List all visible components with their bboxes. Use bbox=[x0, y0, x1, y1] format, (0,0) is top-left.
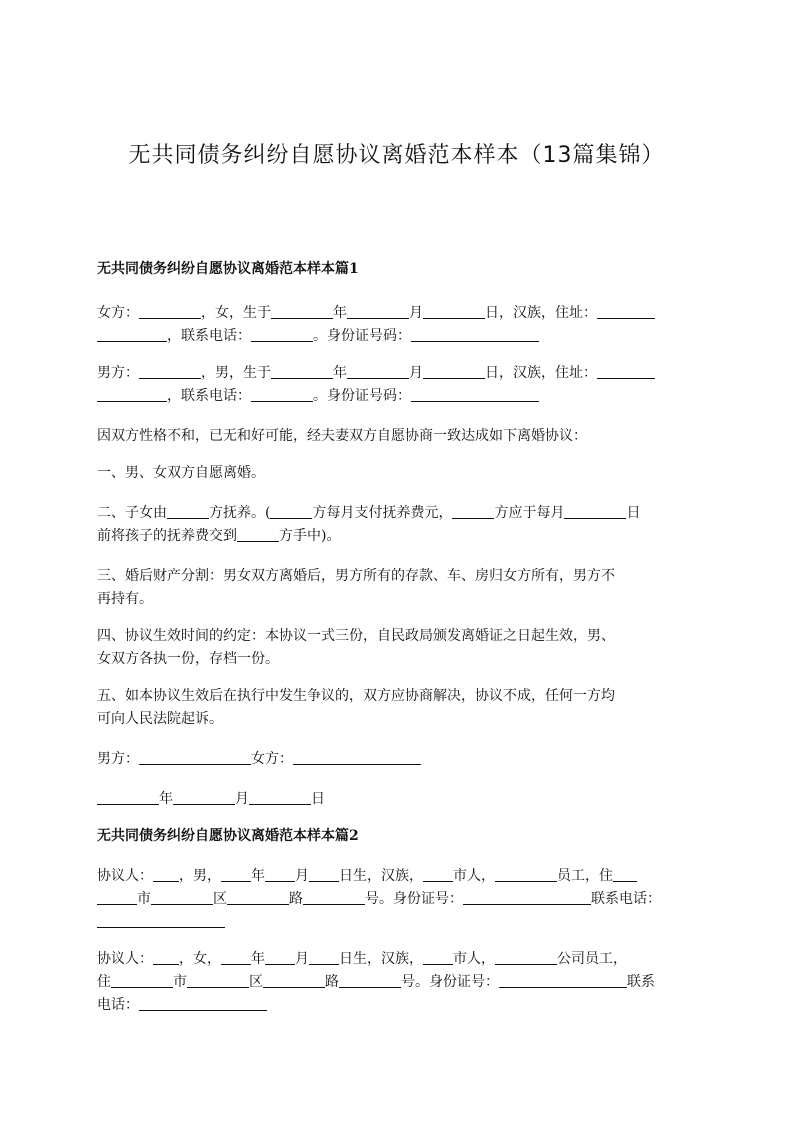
clause-3-line-2: 再持有。 bbox=[97, 591, 153, 607]
party-2-line-1: 协议人： ，女， 年 月 日生，汉族， 市人， 公司员工， bbox=[97, 951, 627, 967]
blank[interactable] bbox=[423, 950, 453, 965]
blank[interactable] bbox=[564, 504, 626, 519]
month-blank[interactable] bbox=[347, 304, 409, 319]
blank[interactable] bbox=[221, 867, 251, 882]
month-blank[interactable] bbox=[173, 790, 235, 805]
clause-3-line-1: 三、婚后财产分割：男女双方离婚后，男方所有的存款、车、房归女方所有，男方不 bbox=[97, 568, 615, 584]
blank[interactable] bbox=[423, 867, 453, 882]
year-blank[interactable] bbox=[271, 304, 333, 319]
party-2-line-2: 住 市 区 路 号。身份证号： 联系 bbox=[97, 974, 655, 990]
clause-2-line-1: 二、子女由 方抚养。( 方每月支付抚养费元， 方应于每月 日 bbox=[97, 505, 641, 521]
blank[interactable] bbox=[265, 867, 295, 882]
intro-paragraph: 因双方性格不和，已无和好可能，经夫妻双方自愿协商一致达成如下离婚协议： bbox=[97, 428, 587, 444]
month-blank[interactable] bbox=[347, 364, 409, 379]
section-2-heading: 无共同债务纠纷自愿协议离婚范本样本篇2 bbox=[97, 828, 359, 844]
name-blank[interactable] bbox=[139, 304, 201, 319]
address-blank-cont[interactable] bbox=[97, 327, 167, 342]
blank[interactable] bbox=[153, 867, 179, 882]
clause-4-line-1: 四、协议生效时间的约定：本协议一式三份，自民政局颁发离婚证之日起生效，男、 bbox=[97, 628, 615, 644]
day-blank[interactable] bbox=[423, 364, 485, 379]
male-label: 男方： bbox=[97, 365, 139, 381]
name-blank[interactable] bbox=[139, 364, 201, 379]
address-blank[interactable] bbox=[597, 304, 655, 319]
phone-blank[interactable] bbox=[251, 327, 313, 342]
address-blank[interactable] bbox=[597, 364, 655, 379]
male-info-line-2: ，联系电话： 。身份证号码： bbox=[97, 385, 539, 408]
blank[interactable] bbox=[270, 504, 312, 519]
signature-line: 男方： 女方： bbox=[97, 748, 421, 771]
section-1-heading: 无共同债务纠纷自愿协议离婚范本样本篇1 bbox=[97, 261, 359, 277]
blank[interactable] bbox=[303, 890, 365, 905]
phone-blank[interactable] bbox=[97, 913, 225, 928]
male-info-line-1: 男方： ，男，生于 年 月 日，汉族，住址： bbox=[97, 362, 655, 385]
female-label: 女方： bbox=[97, 305, 139, 321]
blank[interactable] bbox=[452, 504, 494, 519]
id-blank[interactable] bbox=[499, 973, 627, 988]
year-blank[interactable] bbox=[271, 364, 333, 379]
day-blank[interactable] bbox=[423, 304, 485, 319]
blank[interactable] bbox=[97, 890, 137, 905]
female-info-line-1: 女方： ，女，生于 年 月 日，汉族，住址： bbox=[97, 302, 655, 325]
blank[interactable] bbox=[153, 950, 179, 965]
blank[interactable] bbox=[237, 527, 279, 542]
blank[interactable] bbox=[309, 867, 339, 882]
clause-5-line-2: 可向人民法院起诉。 bbox=[97, 711, 223, 727]
phone-blank[interactable] bbox=[251, 387, 313, 402]
blank[interactable] bbox=[151, 890, 213, 905]
blank[interactable] bbox=[263, 973, 325, 988]
clause-2-line-2: 前将孩子的抚养费交到 方手中)。 bbox=[97, 528, 341, 544]
date-line: 年 月 日 bbox=[97, 788, 325, 811]
blank[interactable] bbox=[111, 973, 173, 988]
day-blank[interactable] bbox=[249, 790, 311, 805]
id-blank[interactable] bbox=[463, 890, 591, 905]
blank[interactable] bbox=[227, 890, 289, 905]
female-info-line-2: ，联系电话： 。身份证号码： bbox=[97, 325, 539, 348]
phone-blank[interactable] bbox=[139, 996, 267, 1011]
female-signature-blank[interactable] bbox=[293, 750, 421, 765]
address-blank-cont[interactable] bbox=[97, 387, 167, 402]
clause-1: 一、男、女双方自愿离婚。 bbox=[97, 465, 265, 481]
party-1-line-2: 市 区 路 号。身份证号： 联系电话： bbox=[97, 888, 661, 911]
blank[interactable] bbox=[495, 950, 557, 965]
blank[interactable] bbox=[309, 950, 339, 965]
blank[interactable] bbox=[613, 867, 637, 882]
clause-4-line-2: 女双方各执一份，存档一份。 bbox=[97, 651, 279, 667]
party-1-line-1: 协议人： ，男， 年 月 日生，汉族， 市人， 员工，住 bbox=[97, 865, 637, 888]
id-blank[interactable] bbox=[411, 387, 539, 402]
male-signature-blank[interactable] bbox=[139, 750, 251, 765]
blank[interactable] bbox=[187, 973, 249, 988]
party-2-line-3: 电话： bbox=[97, 994, 267, 1017]
year-blank[interactable] bbox=[97, 790, 159, 805]
blank[interactable] bbox=[221, 950, 251, 965]
clause-5-line-1: 五、如本协议生效后在执行中发生争议的，双方应协商解决，协议不成，任何一方均 bbox=[97, 688, 615, 704]
blank[interactable] bbox=[265, 950, 295, 965]
blank[interactable] bbox=[167, 504, 209, 519]
blank[interactable] bbox=[495, 867, 557, 882]
blank[interactable] bbox=[339, 973, 401, 988]
party-1-line-3 bbox=[97, 911, 225, 934]
document-title: 无共同债务纠纷自愿协议离婚范本样本（13篇集锦） bbox=[128, 143, 665, 168]
id-blank[interactable] bbox=[411, 327, 539, 342]
